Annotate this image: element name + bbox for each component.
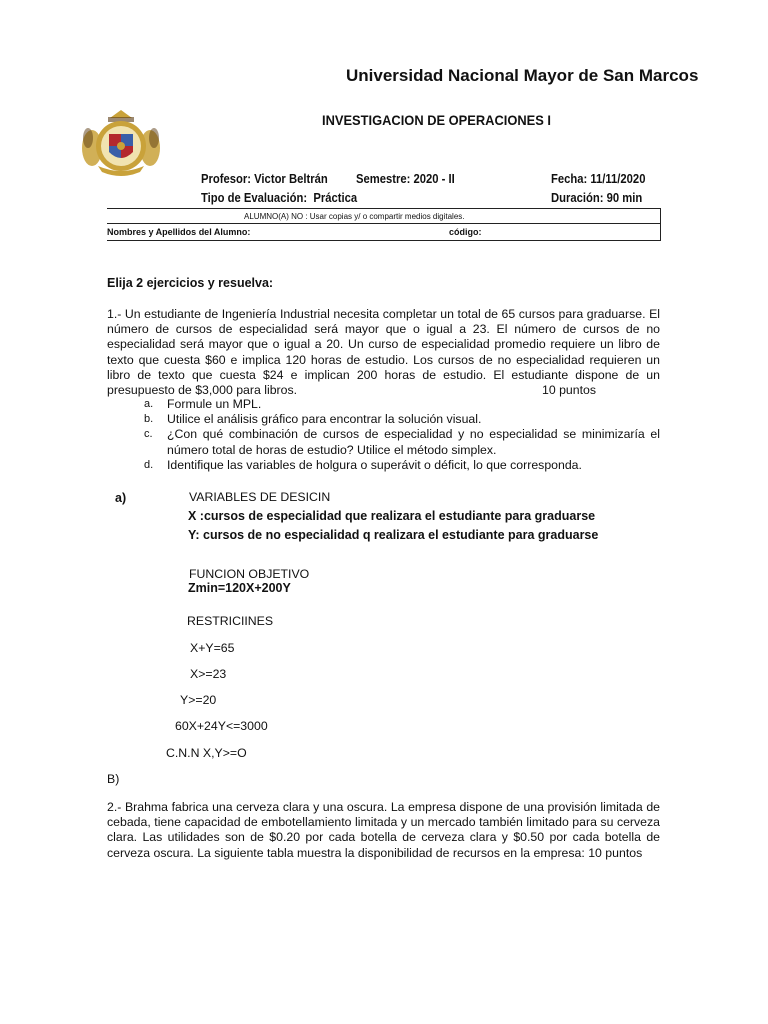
university-seal — [80, 108, 162, 176]
list-item-text: Identifique las variables de holgura o superávit o déficit, lo que corresponda. — [167, 457, 582, 472]
university-title: Universidad Nacional Mayor de San Marcos — [346, 66, 699, 85]
list-item — [144, 412, 660, 427]
restriction-5: C.N.N X,Y>=O — [166, 746, 247, 760]
variable-x: X :cursos de especialidad que realizara el estudiante para graduarse — [188, 509, 596, 523]
restriction-2: X>=23 — [190, 667, 227, 681]
list-item — [144, 397, 660, 412]
objective-function: Zmin=120X+200Y — [188, 581, 291, 595]
list-item-text: Utilice el análisis gráfico para encontrar la solución visual. — [167, 412, 482, 427]
list-item-text: ¿Con qué combinación de cursos de especialidad y no especialidad se minimizaría el número total de horas de estudio? Utilice el método simplex. — [167, 427, 660, 457]
problem-1 — [107, 307, 660, 398]
code-label: código: — [449, 227, 482, 237]
warning-text: ALUMNO(A) NO : Usar copias y/ o compartir medios digitales. — [244, 212, 465, 221]
problem-2-text: 2.- Brahma fabrica una cerveza clara y una oscura. La empresa dispone de una provisión limitada de cebada, tiene capacidad de embotellamiento limitada y un mercado también limitado para su cerveza clara. Las utilidades son de $0.20 por cada botella de cerveza clara y $0.50 por cada botella de cerveza oscura. La siguiente tabla muestra la disponibilidad de recursos en la empresa: 10 puntos — [107, 800, 660, 860]
objective-title: FUNCION OBJETIVO — [189, 567, 310, 581]
duration-label: Duración: 90 min — [551, 191, 643, 205]
restriction-1: X+Y=65 — [190, 641, 235, 655]
student-name-label: Nombres y Apellidos del Alumno: — [107, 227, 251, 237]
header-rule-top — [107, 208, 661, 209]
date-label: Fecha: 11/11/2020 — [551, 172, 646, 186]
evaluation-type — [201, 191, 357, 205]
problem-1-subitems — [144, 397, 660, 473]
header-rule-right — [660, 208, 661, 241]
list-item-text: Formule un MPL. — [167, 397, 262, 411]
section-title: Elija 2 ejercicios y resuelva: — [107, 276, 274, 290]
answer-b-label: B) — [107, 772, 120, 786]
list-item — [144, 458, 660, 473]
variable-y: Y: cursos de no especialidad q realizara el estudiante para graduarse — [188, 528, 599, 542]
list-marker: c. — [144, 428, 153, 441]
course-title: INVESTIGACION DE OPERACIONES I — [322, 112, 552, 128]
professor-label: Profesor: Victor Beltrán — [201, 172, 328, 186]
evaluation-type-label: Tipo de Evaluación: — [201, 191, 308, 205]
variables-title: VARIABLES DE DESICIN — [189, 490, 331, 504]
restrictions-title: RESTRICIINES — [187, 614, 274, 628]
header-rule-bottom — [107, 240, 661, 241]
answer-a-label: a) — [115, 491, 127, 505]
list-item — [144, 427, 660, 457]
list-marker: d. — [144, 458, 154, 471]
restriction-3: Y>=20 — [180, 693, 217, 707]
semester-label: Semestre: 2020 - II — [356, 172, 455, 186]
list-marker: b. — [144, 413, 154, 426]
restriction-4: 60X+24Y<=3000 — [175, 719, 268, 733]
problem-1-text: 1.- Un estudiante de Ingeniería Industrial necesita completar un total de 65 cursos para graduarse. El número de cursos de especialidad será mayor que o igual a 23. El número de cursos de no especialidad será mayor que o igual a 20. Un curso de especialidad promedio requiere un libro de texto que cuesta $60 e implica 120 horas de estudio. Los cursos de no especialidad requieren un libro de texto que cuesta $24 e implican 200 horas de estudio. El estudiante dispone de un presupuesto de $3,000 para libros. — [107, 307, 660, 398]
header-rule-mid — [107, 223, 661, 224]
problem-2 — [107, 800, 660, 861]
problem-1-points: 10 puntos — [541, 383, 596, 398]
evaluation-type-value: Práctica — [313, 191, 358, 205]
list-marker: a. — [144, 398, 154, 410]
